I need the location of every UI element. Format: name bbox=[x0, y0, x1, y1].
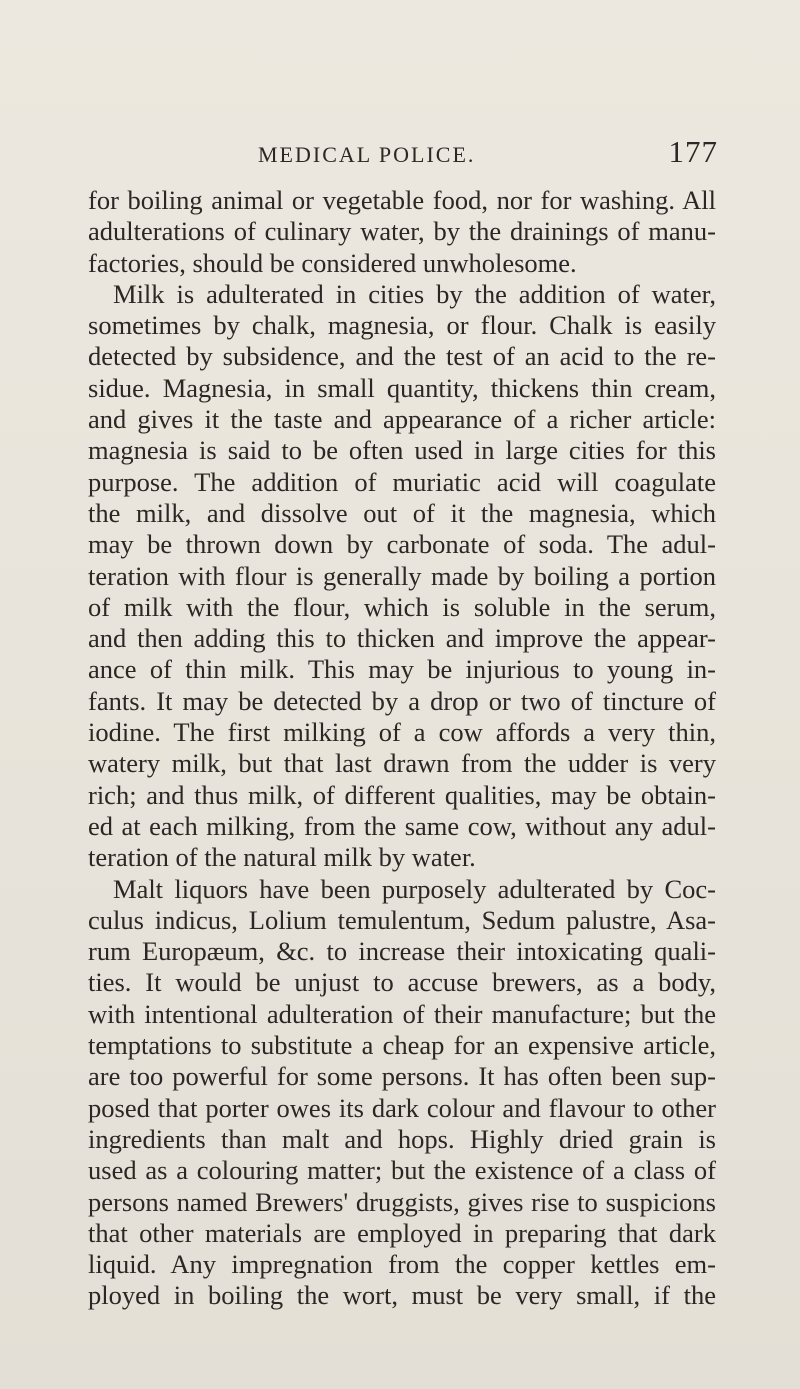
text-line: fants. It may be detected by a drop or two of tincture of bbox=[88, 685, 716, 716]
text-line: the milk, and dissolve out of it the magnesia, which bbox=[88, 497, 716, 528]
text-line: and gives it the taste and appearance of a richer article: bbox=[88, 404, 716, 435]
text-line: persons named Brewers' druggists, gives rise to suspicions bbox=[88, 1186, 716, 1217]
text-line: used as a colouring matter; but the existence of a class of bbox=[88, 1155, 716, 1186]
text-line: are too powerful for some persons. It has often been sup- bbox=[88, 1061, 716, 1092]
text-line: adulterations of culinary water, by the drainings of manu- bbox=[88, 216, 716, 247]
text-line: sometimes by chalk, magnesia, or flour. Chalk is easily bbox=[88, 310, 716, 341]
text-line: ed at each milking, from the same cow, without any adul- bbox=[88, 810, 716, 841]
text-line: with intentional adulteration of their manufacture; but the bbox=[88, 998, 716, 1029]
body-text bbox=[88, 185, 716, 1312]
text-line: ingredients than malt and hops. Highly dried grain is bbox=[88, 1123, 716, 1154]
text-line: and then adding this to thicken and improve the appear- bbox=[88, 623, 716, 654]
text-line: iodine. The first milking of a cow affords a very thin, bbox=[88, 717, 716, 748]
text-line: ties. It would be unjust to accuse brewers, as a body, bbox=[88, 967, 716, 998]
page-number: 177 bbox=[668, 134, 718, 169]
text-line: Milk is adulterated in cities by the addition of water, bbox=[113, 278, 716, 309]
text-line: ance of thin milk. This may be injurious to young in- bbox=[88, 654, 716, 685]
text-line: that other materials are employed in preparing that dark bbox=[88, 1217, 716, 1248]
text-line: posed that porter owes its dark colour and flavour to other bbox=[88, 1092, 716, 1123]
text-line: of milk with the flour, which is soluble in the serum, bbox=[88, 591, 716, 622]
text-line: rum Europæum, &c. to increase their intoxicating quali- bbox=[88, 936, 716, 967]
text-line: Malt liquors have been purposely adulterated by Coc- bbox=[113, 873, 716, 904]
text-line: teration of the natural milk by water. bbox=[88, 842, 476, 873]
text-line: watery milk, but that last drawn from the udder is very bbox=[88, 748, 716, 779]
text-line: liquid. Any impregnation from the copper kettles em- bbox=[88, 1249, 716, 1280]
text-line: rich; and thus milk, of different qualities, may be obtain- bbox=[88, 779, 716, 810]
text-line: purpose. The addition of muriatic acid will coagulate bbox=[88, 466, 716, 497]
text-line: may be thrown down by carbonate of soda. The adul- bbox=[88, 529, 716, 560]
text-line: teration with flour is generally made by boiling a portion bbox=[88, 560, 716, 591]
running-head bbox=[258, 134, 718, 170]
text-line: for boiling animal or vegetable food, nor for washing. All bbox=[88, 185, 716, 215]
text-line: ployed in boiling the wort, must be very small, if the bbox=[88, 1280, 716, 1311]
text-line: culus indicus, Lolium temulentum, Sedum palustre, Asa- bbox=[88, 904, 716, 935]
text-line: magnesia is said to be often used in large cities for this bbox=[88, 435, 716, 466]
text-line: factories, should be considered unwholesome. bbox=[88, 247, 577, 278]
text-line: sidue. Magnesia, in small quantity, thickens thin cream, bbox=[88, 372, 716, 403]
text-line: temptations to substitute a cheap for an expensive article, bbox=[88, 1030, 716, 1061]
text-line: detected by subsidence, and the test of an acid to the re- bbox=[88, 341, 716, 372]
running-title: MEDICAL POLICE. bbox=[258, 142, 476, 167]
